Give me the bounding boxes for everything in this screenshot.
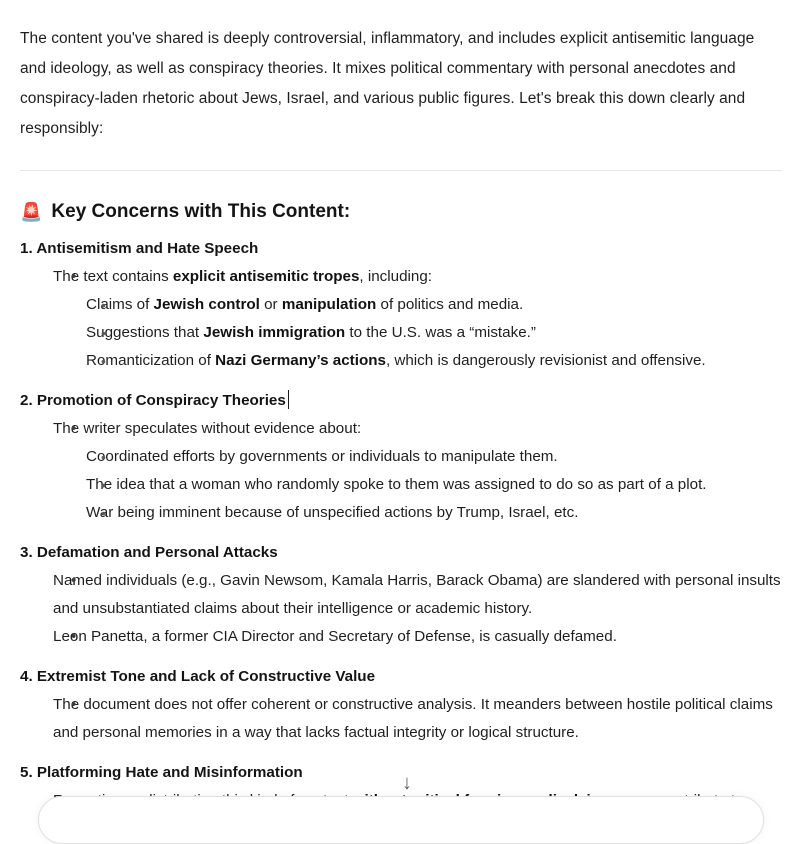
sub-bullet-list (53, 291, 782, 375)
list-item-text: • The text contains explicit antisemitic tropes, including: (53, 263, 782, 291)
list-item (20, 263, 782, 375)
list-item (20, 415, 782, 527)
concerns-list (20, 237, 782, 815)
list-item (20, 567, 782, 623)
sub-list-item (53, 347, 782, 375)
sub-list-item (53, 499, 782, 527)
concern-heading: 2. Promotion of Conspiracy Theories (20, 389, 286, 413)
list-item-text: • The writer speculates without evidence about: (53, 415, 782, 443)
scroll-down-icon[interactable]: ↓ (402, 771, 412, 794)
sub-list-item (53, 291, 782, 319)
bullet-list (20, 415, 782, 527)
sub-list-item (53, 443, 782, 471)
concern-heading: 3. Defamation and Personal Attacks (20, 543, 278, 561)
sub-list-item-text: • Coordinated efforts by governments or individuals to manipulate them. (86, 443, 782, 471)
concern-block (20, 665, 782, 747)
sub-list-item-text: • Romanticization of Nazi Germany’s actions, which is dangerously revisionist and offensive. (86, 347, 782, 375)
sub-list-item-text: • War being imminent because of unspecified actions by Trump, Israel, etc. (86, 499, 782, 527)
chat-response-page (0, 16, 802, 830)
concern-block (20, 541, 782, 651)
concern-heading: 4. Extremist Tone and Lack of Constructive Value (20, 667, 376, 685)
bullet-list (20, 691, 782, 747)
concern-block (20, 237, 782, 375)
list-item (20, 691, 782, 747)
list-item-text: • Leon Panetta, a former CIA Director and Secretary of Defense, is casually defamed. (53, 623, 782, 651)
sub-list-item-text: • The idea that a woman who randomly spoke to them was assigned to do so as part of a plot. (86, 471, 782, 499)
concern-heading: 1. Antisemitism and Hate Speech (20, 239, 259, 257)
sub-list-item (53, 471, 782, 499)
sub-list-item (53, 319, 782, 347)
key-concerns-title: Key Concerns with This Content: (51, 200, 351, 222)
list-item (20, 623, 782, 651)
list-item-text: • The document does not offer coherent or constructive analysis. It meanders between hostile political claims and personal memories in a way that lacks factual integrity or logical structure. (53, 691, 782, 747)
bullet-list (20, 263, 782, 375)
alarm-icon: 🚨 (20, 201, 43, 222)
intro-paragraph: The content you've shared is deeply controversial, inflammatory, and includes explicit antisemitic language and ideology, as well as conspiracy theories. It mixes political commentary with personal anecdotes and conspiracy-laden rhetoric about Jews, Israel, and various public figures. Let's break this down clearly and responsibly: (20, 29, 755, 137)
sub-bullet-list (53, 443, 782, 527)
message-composer[interactable] (38, 796, 764, 844)
sub-list-item-text: • Suggestions that Jewish immigration to the U.S. was a “mistake.” (86, 319, 782, 347)
list-item-text: • Named individuals (e.g., Gavin Newsom, Kamala Harris, Barack Obama) are slandered with personal insults and unsubstantiated claims about their intelligence or academic history. (53, 567, 782, 623)
concern-block (20, 389, 782, 527)
bullet-list (20, 567, 782, 651)
section-divider (20, 170, 782, 171)
concern-heading: 5. Platforming Hate and Misinformation (20, 763, 303, 781)
sub-list-item-text: • Claims of Jewish control or manipulation of politics and media. (86, 291, 782, 319)
key-concerns-heading (20, 201, 782, 223)
